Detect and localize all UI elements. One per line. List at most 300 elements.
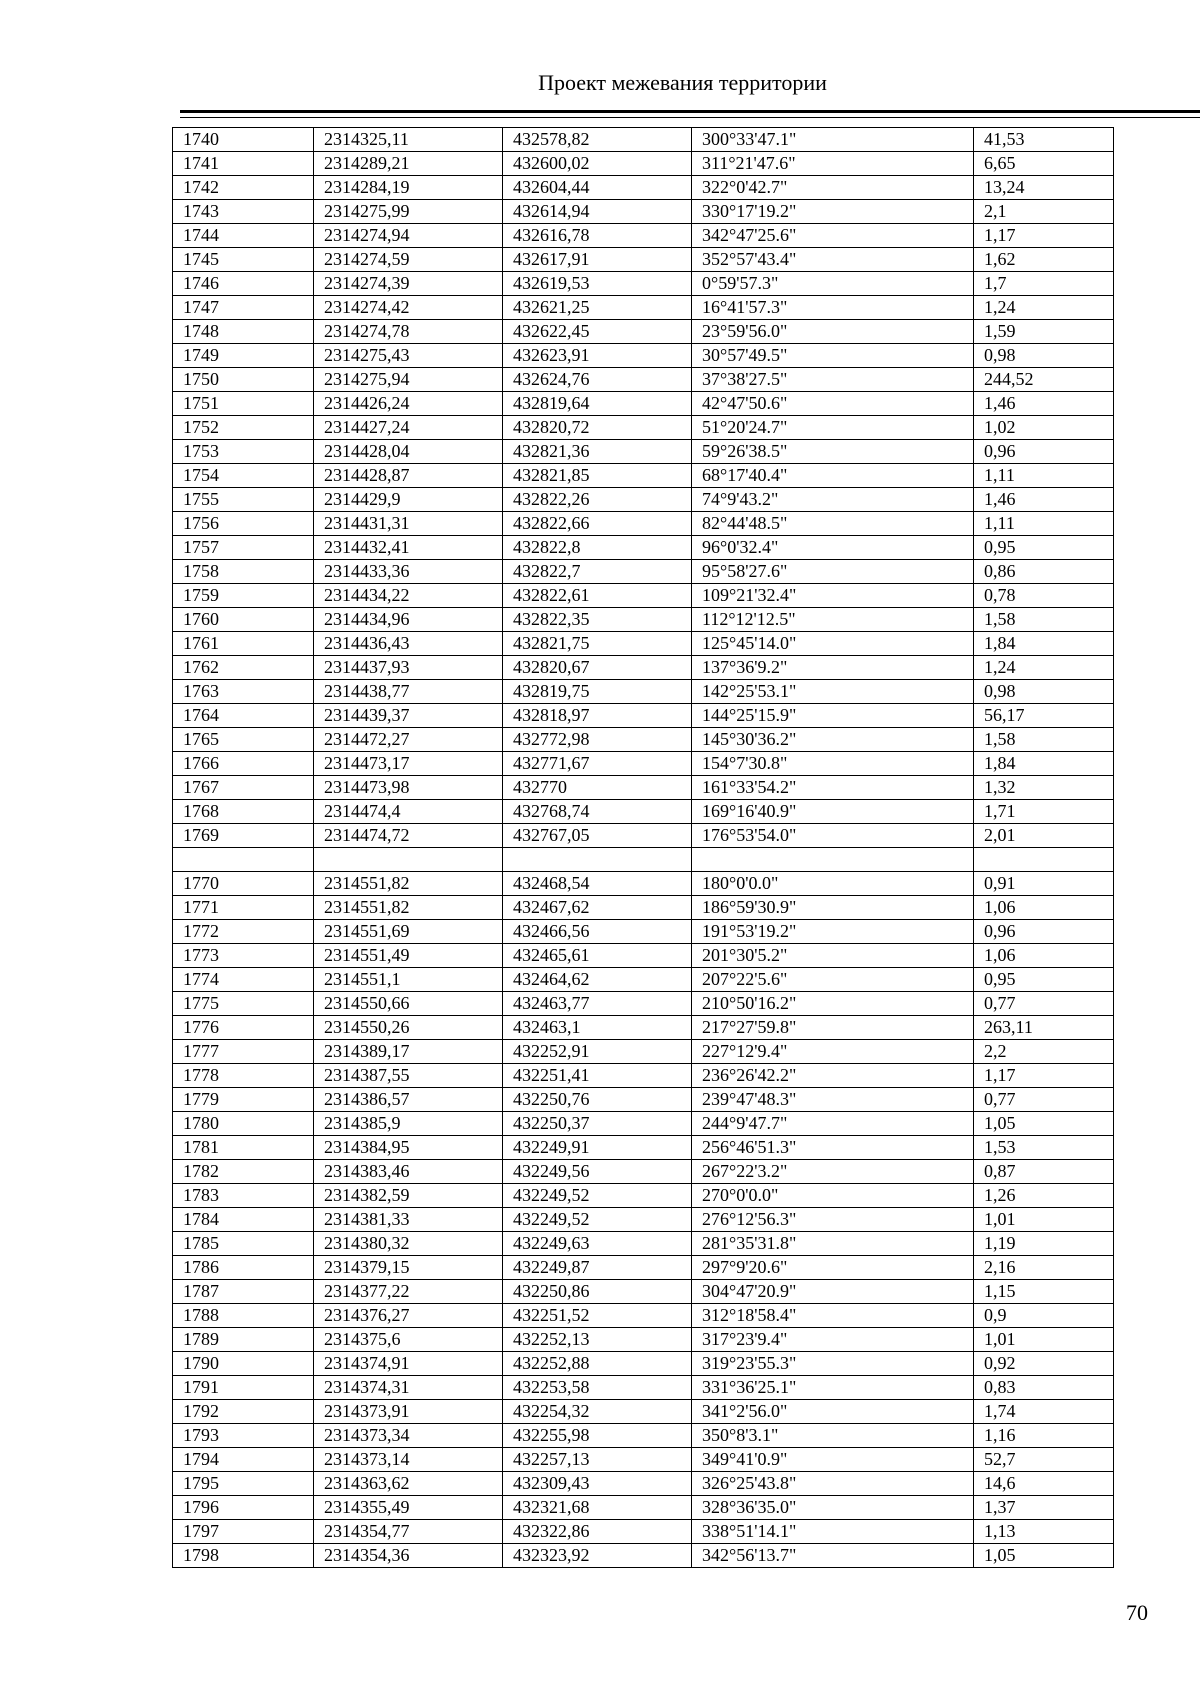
y-coordinate-cell: 432623,91 bbox=[503, 344, 692, 368]
bearing-cell: 300°33'47.1" bbox=[692, 128, 974, 152]
table-row bbox=[173, 1232, 1114, 1256]
point-number-cell: 1798 bbox=[173, 1544, 314, 1568]
bearing-cell: 210°50'16.2" bbox=[692, 992, 974, 1016]
x-coordinate-cell: 2314325,11 bbox=[314, 128, 503, 152]
x-coordinate-cell: 2314376,27 bbox=[314, 1304, 503, 1328]
table-row bbox=[173, 1400, 1114, 1424]
point-number-cell: 1746 bbox=[173, 272, 314, 296]
table-row bbox=[173, 1376, 1114, 1400]
y-coordinate-cell: 432252,13 bbox=[503, 1328, 692, 1352]
distance-cell: 0,77 bbox=[974, 992, 1114, 1016]
y-coordinate-cell: 432250,76 bbox=[503, 1088, 692, 1112]
bearing-cell: 68°17'40.4" bbox=[692, 464, 974, 488]
point-number-cell: 1749 bbox=[173, 344, 314, 368]
point-number-cell: 1762 bbox=[173, 656, 314, 680]
point-number-cell: 1741 bbox=[173, 152, 314, 176]
page-number: 70 bbox=[1126, 1600, 1148, 1625]
y-coordinate-cell: 432252,88 bbox=[503, 1352, 692, 1376]
y-coordinate-cell: 432822,66 bbox=[503, 512, 692, 536]
header-rule-thin bbox=[180, 117, 1200, 118]
y-coordinate-cell: 432770 bbox=[503, 776, 692, 800]
table-row bbox=[173, 248, 1114, 272]
table-row bbox=[173, 776, 1114, 800]
y-coordinate-cell: 432323,92 bbox=[503, 1544, 692, 1568]
table-row bbox=[173, 848, 1114, 872]
bearing-cell: 161°33'54.2" bbox=[692, 776, 974, 800]
point-number-cell: 1763 bbox=[173, 680, 314, 704]
table-row bbox=[173, 1016, 1114, 1040]
x-coordinate-cell bbox=[314, 848, 503, 872]
table-row bbox=[173, 488, 1114, 512]
table-row bbox=[173, 728, 1114, 752]
bearing-cell: 137°36'9.2" bbox=[692, 656, 974, 680]
y-coordinate-cell: 432249,87 bbox=[503, 1256, 692, 1280]
point-number-cell: 1748 bbox=[173, 320, 314, 344]
distance-cell: 0,96 bbox=[974, 440, 1114, 464]
table-row bbox=[173, 752, 1114, 776]
point-number-cell: 1795 bbox=[173, 1472, 314, 1496]
point-number-cell: 1783 bbox=[173, 1184, 314, 1208]
table-row bbox=[173, 1040, 1114, 1064]
bearing-cell: 256°46'51.3" bbox=[692, 1136, 974, 1160]
bearing-cell: 74°9'43.2" bbox=[692, 488, 974, 512]
point-number-cell: 1766 bbox=[173, 752, 314, 776]
table-row bbox=[173, 1496, 1114, 1520]
distance-cell: 1,05 bbox=[974, 1544, 1114, 1568]
x-coordinate-cell: 2314436,43 bbox=[314, 632, 503, 656]
bearing-cell: 276°12'56.3" bbox=[692, 1208, 974, 1232]
distance-cell: 0,96 bbox=[974, 920, 1114, 944]
y-coordinate-cell bbox=[503, 848, 692, 872]
y-coordinate-cell: 432578,82 bbox=[503, 128, 692, 152]
bearing-cell: 239°47'48.3" bbox=[692, 1088, 974, 1112]
x-coordinate-cell: 2314427,24 bbox=[314, 416, 503, 440]
y-coordinate-cell: 432249,52 bbox=[503, 1208, 692, 1232]
x-coordinate-cell: 2314474,72 bbox=[314, 824, 503, 848]
table-row bbox=[173, 1064, 1114, 1088]
table-row bbox=[173, 584, 1114, 608]
point-number-cell: 1745 bbox=[173, 248, 314, 272]
distance-cell: 2,01 bbox=[974, 824, 1114, 848]
bearing-cell: 342°56'13.7" bbox=[692, 1544, 974, 1568]
x-coordinate-cell: 2314551,49 bbox=[314, 944, 503, 968]
point-number-cell: 1744 bbox=[173, 224, 314, 248]
bearing-cell: 227°12'9.4" bbox=[692, 1040, 974, 1064]
y-coordinate-cell: 432250,37 bbox=[503, 1112, 692, 1136]
point-number-cell: 1768 bbox=[173, 800, 314, 824]
distance-cell: 1,17 bbox=[974, 1064, 1114, 1088]
bearing-cell: 23°59'56.0" bbox=[692, 320, 974, 344]
bearing-cell: 180°0'0.0" bbox=[692, 872, 974, 896]
x-coordinate-cell: 2314382,59 bbox=[314, 1184, 503, 1208]
x-coordinate-cell: 2314363,62 bbox=[314, 1472, 503, 1496]
x-coordinate-cell: 2314354,36 bbox=[314, 1544, 503, 1568]
bearing-cell: 145°30'36.2" bbox=[692, 728, 974, 752]
point-number-cell: 1772 bbox=[173, 920, 314, 944]
bearing-cell: 16°41'57.3" bbox=[692, 296, 974, 320]
distance-cell: 0,92 bbox=[974, 1352, 1114, 1376]
point-number-cell: 1792 bbox=[173, 1400, 314, 1424]
bearing-cell: 82°44'48.5" bbox=[692, 512, 974, 536]
bearing-cell: 217°27'59.8" bbox=[692, 1016, 974, 1040]
bearing-cell: 270°0'0.0" bbox=[692, 1184, 974, 1208]
table-row bbox=[173, 152, 1114, 176]
distance-cell: 1,37 bbox=[974, 1496, 1114, 1520]
table-row bbox=[173, 1328, 1114, 1352]
y-coordinate-cell: 432604,44 bbox=[503, 176, 692, 200]
point-number-cell bbox=[173, 848, 314, 872]
y-coordinate-cell: 432252,91 bbox=[503, 1040, 692, 1064]
bearing-cell: 328°36'35.0" bbox=[692, 1496, 974, 1520]
distance-cell: 1,71 bbox=[974, 800, 1114, 824]
table-row bbox=[173, 1208, 1114, 1232]
bearing-cell: 297°9'20.6" bbox=[692, 1256, 974, 1280]
point-number-cell: 1781 bbox=[173, 1136, 314, 1160]
y-coordinate-cell: 432819,64 bbox=[503, 392, 692, 416]
table-row bbox=[173, 800, 1114, 824]
distance-cell: 41,53 bbox=[974, 128, 1114, 152]
x-coordinate-cell: 2314428,87 bbox=[314, 464, 503, 488]
x-coordinate-cell: 2314373,34 bbox=[314, 1424, 503, 1448]
x-coordinate-cell: 2314431,31 bbox=[314, 512, 503, 536]
distance-cell: 2,16 bbox=[974, 1256, 1114, 1280]
table-row bbox=[173, 1184, 1114, 1208]
y-coordinate-cell: 432821,75 bbox=[503, 632, 692, 656]
x-coordinate-cell: 2314374,91 bbox=[314, 1352, 503, 1376]
point-number-cell: 1760 bbox=[173, 608, 314, 632]
y-coordinate-cell: 432818,97 bbox=[503, 704, 692, 728]
x-coordinate-cell: 2314389,17 bbox=[314, 1040, 503, 1064]
bearing-cell: 281°35'31.8" bbox=[692, 1232, 974, 1256]
y-coordinate-cell: 432309,43 bbox=[503, 1472, 692, 1496]
bearing-cell: 236°26'42.2" bbox=[692, 1064, 974, 1088]
x-coordinate-cell: 2314380,32 bbox=[314, 1232, 503, 1256]
x-coordinate-cell: 2314551,82 bbox=[314, 896, 503, 920]
point-number-cell: 1790 bbox=[173, 1352, 314, 1376]
y-coordinate-cell: 432465,61 bbox=[503, 944, 692, 968]
distance-cell: 1,05 bbox=[974, 1112, 1114, 1136]
distance-cell: 1,13 bbox=[974, 1520, 1114, 1544]
bearing-cell: 176°53'54.0" bbox=[692, 824, 974, 848]
y-coordinate-cell: 432251,52 bbox=[503, 1304, 692, 1328]
x-coordinate-cell: 2314472,27 bbox=[314, 728, 503, 752]
distance-cell: 0,95 bbox=[974, 536, 1114, 560]
table-row bbox=[173, 680, 1114, 704]
distance-cell: 1,11 bbox=[974, 464, 1114, 488]
x-coordinate-cell: 2314355,49 bbox=[314, 1496, 503, 1520]
table-row bbox=[173, 1304, 1114, 1328]
distance-cell: 0,9 bbox=[974, 1304, 1114, 1328]
point-number-cell: 1753 bbox=[173, 440, 314, 464]
y-coordinate-cell: 432822,8 bbox=[503, 536, 692, 560]
bearing-cell: 304°47'20.9" bbox=[692, 1280, 974, 1304]
x-coordinate-cell: 2314275,99 bbox=[314, 200, 503, 224]
bearing-cell: 154°7'30.8" bbox=[692, 752, 974, 776]
x-coordinate-cell: 2314434,96 bbox=[314, 608, 503, 632]
y-coordinate-cell: 432614,94 bbox=[503, 200, 692, 224]
y-coordinate-cell: 432251,41 bbox=[503, 1064, 692, 1088]
x-coordinate-cell: 2314373,91 bbox=[314, 1400, 503, 1424]
y-coordinate-cell: 432621,25 bbox=[503, 296, 692, 320]
y-coordinate-cell: 432466,56 bbox=[503, 920, 692, 944]
bearing-cell: 319°23'55.3" bbox=[692, 1352, 974, 1376]
y-coordinate-cell: 432321,68 bbox=[503, 1496, 692, 1520]
table-row bbox=[173, 608, 1114, 632]
point-number-cell: 1784 bbox=[173, 1208, 314, 1232]
y-coordinate-cell: 432249,56 bbox=[503, 1160, 692, 1184]
point-number-cell: 1754 bbox=[173, 464, 314, 488]
point-number-cell: 1777 bbox=[173, 1040, 314, 1064]
point-number-cell: 1751 bbox=[173, 392, 314, 416]
bearing-cell: 186°59'30.9" bbox=[692, 896, 974, 920]
table-row bbox=[173, 992, 1114, 1016]
bearing-cell: 244°9'47.7" bbox=[692, 1112, 974, 1136]
table-row bbox=[173, 320, 1114, 344]
distance-cell: 1,01 bbox=[974, 1328, 1114, 1352]
point-number-cell: 1770 bbox=[173, 872, 314, 896]
point-number-cell: 1791 bbox=[173, 1376, 314, 1400]
x-coordinate-cell: 2314428,04 bbox=[314, 440, 503, 464]
bearing-cell: 125°45'14.0" bbox=[692, 632, 974, 656]
table-row bbox=[173, 968, 1114, 992]
y-coordinate-cell: 432467,62 bbox=[503, 896, 692, 920]
x-coordinate-cell: 2314551,1 bbox=[314, 968, 503, 992]
point-number-cell: 1778 bbox=[173, 1064, 314, 1088]
table-row bbox=[173, 344, 1114, 368]
x-coordinate-cell: 2314274,39 bbox=[314, 272, 503, 296]
bearing-cell: 95°58'27.6" bbox=[692, 560, 974, 584]
distance-cell: 2,1 bbox=[974, 200, 1114, 224]
bearing-cell: 51°20'24.7" bbox=[692, 416, 974, 440]
table-row bbox=[173, 536, 1114, 560]
point-number-cell: 1786 bbox=[173, 1256, 314, 1280]
y-coordinate-cell: 432254,32 bbox=[503, 1400, 692, 1424]
table-row bbox=[173, 224, 1114, 248]
y-coordinate-cell: 432622,45 bbox=[503, 320, 692, 344]
y-coordinate-cell: 432822,26 bbox=[503, 488, 692, 512]
y-coordinate-cell: 432600,02 bbox=[503, 152, 692, 176]
point-number-cell: 1785 bbox=[173, 1232, 314, 1256]
x-coordinate-cell: 2314274,59 bbox=[314, 248, 503, 272]
distance-cell: 13,24 bbox=[974, 176, 1114, 200]
table-row bbox=[173, 296, 1114, 320]
table-row bbox=[173, 920, 1114, 944]
bearing-cell: 349°41'0.9" bbox=[692, 1448, 974, 1472]
table-row bbox=[173, 896, 1114, 920]
y-coordinate-cell: 432464,62 bbox=[503, 968, 692, 992]
bearing-cell: 326°25'43.8" bbox=[692, 1472, 974, 1496]
table-row bbox=[173, 1448, 1114, 1472]
table-row bbox=[173, 416, 1114, 440]
table-row bbox=[173, 128, 1114, 152]
point-number-cell: 1779 bbox=[173, 1088, 314, 1112]
y-coordinate-cell: 432822,61 bbox=[503, 584, 692, 608]
distance-cell: 0,77 bbox=[974, 1088, 1114, 1112]
bearing-cell: 342°47'25.6" bbox=[692, 224, 974, 248]
x-coordinate-cell: 2314439,37 bbox=[314, 704, 503, 728]
table-row bbox=[173, 1472, 1114, 1496]
x-coordinate-cell: 2314379,15 bbox=[314, 1256, 503, 1280]
y-coordinate-cell: 432820,67 bbox=[503, 656, 692, 680]
y-coordinate-cell: 432249,91 bbox=[503, 1136, 692, 1160]
distance-cell: 56,17 bbox=[974, 704, 1114, 728]
point-number-cell: 1757 bbox=[173, 536, 314, 560]
distance-cell: 1,02 bbox=[974, 416, 1114, 440]
distance-cell: 1,24 bbox=[974, 656, 1114, 680]
distance-cell: 1,74 bbox=[974, 1400, 1114, 1424]
y-coordinate-cell: 432255,98 bbox=[503, 1424, 692, 1448]
y-coordinate-cell: 432617,91 bbox=[503, 248, 692, 272]
table-row bbox=[173, 704, 1114, 728]
distance-cell bbox=[974, 848, 1114, 872]
distance-cell: 1,11 bbox=[974, 512, 1114, 536]
point-number-cell: 1752 bbox=[173, 416, 314, 440]
distance-cell: 0,87 bbox=[974, 1160, 1114, 1184]
x-coordinate-cell: 2314473,98 bbox=[314, 776, 503, 800]
distance-cell: 0,98 bbox=[974, 344, 1114, 368]
header-rule-thick bbox=[180, 110, 1200, 113]
y-coordinate-cell: 432468,54 bbox=[503, 872, 692, 896]
distance-cell: 1,15 bbox=[974, 1280, 1114, 1304]
point-number-cell: 1789 bbox=[173, 1328, 314, 1352]
table-row bbox=[173, 176, 1114, 200]
x-coordinate-cell: 2314550,66 bbox=[314, 992, 503, 1016]
point-number-cell: 1755 bbox=[173, 488, 314, 512]
y-coordinate-cell: 432767,05 bbox=[503, 824, 692, 848]
point-number-cell: 1796 bbox=[173, 1496, 314, 1520]
bearing-cell: 352°57'43.4" bbox=[692, 248, 974, 272]
bearing-cell: 144°25'15.9" bbox=[692, 704, 974, 728]
distance-cell: 1,84 bbox=[974, 752, 1114, 776]
distance-cell: 1,7 bbox=[974, 272, 1114, 296]
distance-cell: 1,16 bbox=[974, 1424, 1114, 1448]
distance-cell: 1,19 bbox=[974, 1232, 1114, 1256]
bearing-cell: 59°26'38.5" bbox=[692, 440, 974, 464]
distance-cell: 1,01 bbox=[974, 1208, 1114, 1232]
y-coordinate-cell: 432249,52 bbox=[503, 1184, 692, 1208]
x-coordinate-cell: 2314375,6 bbox=[314, 1328, 503, 1352]
distance-cell: 1,32 bbox=[974, 776, 1114, 800]
table-row bbox=[173, 1088, 1114, 1112]
table-row bbox=[173, 944, 1114, 968]
bearing-cell: 207°22'5.6" bbox=[692, 968, 974, 992]
x-coordinate-cell: 2314437,93 bbox=[314, 656, 503, 680]
x-coordinate-cell: 2314387,55 bbox=[314, 1064, 503, 1088]
distance-cell: 263,11 bbox=[974, 1016, 1114, 1040]
x-coordinate-cell: 2314384,95 bbox=[314, 1136, 503, 1160]
point-number-cell: 1759 bbox=[173, 584, 314, 608]
page-header-title: Проект межевания территории bbox=[538, 70, 827, 95]
bearing-cell: 109°21'32.4" bbox=[692, 584, 974, 608]
x-coordinate-cell: 2314354,77 bbox=[314, 1520, 503, 1544]
point-number-cell: 1794 bbox=[173, 1448, 314, 1472]
table-row bbox=[173, 272, 1114, 296]
table-row bbox=[173, 1256, 1114, 1280]
table-row bbox=[173, 464, 1114, 488]
table-row bbox=[173, 392, 1114, 416]
x-coordinate-cell: 2314383,46 bbox=[314, 1160, 503, 1184]
y-coordinate-cell: 432819,75 bbox=[503, 680, 692, 704]
x-coordinate-cell: 2314284,19 bbox=[314, 176, 503, 200]
x-coordinate-cell: 2314550,26 bbox=[314, 1016, 503, 1040]
bearing-cell: 338°51'14.1" bbox=[692, 1520, 974, 1544]
table-row bbox=[173, 656, 1114, 680]
y-coordinate-cell: 432257,13 bbox=[503, 1448, 692, 1472]
bearing-cell: 330°17'19.2" bbox=[692, 200, 974, 224]
y-coordinate-cell: 432822,35 bbox=[503, 608, 692, 632]
y-coordinate-cell: 432322,86 bbox=[503, 1520, 692, 1544]
distance-cell: 1,58 bbox=[974, 728, 1114, 752]
point-number-cell: 1761 bbox=[173, 632, 314, 656]
x-coordinate-cell: 2314474,4 bbox=[314, 800, 503, 824]
distance-cell: 1,46 bbox=[974, 488, 1114, 512]
y-coordinate-cell: 432619,53 bbox=[503, 272, 692, 296]
y-coordinate-cell: 432463,77 bbox=[503, 992, 692, 1016]
point-number-cell: 1780 bbox=[173, 1112, 314, 1136]
y-coordinate-cell: 432821,36 bbox=[503, 440, 692, 464]
coordinates-table bbox=[172, 127, 1114, 1568]
table-row bbox=[173, 1352, 1114, 1376]
y-coordinate-cell: 432463,1 bbox=[503, 1016, 692, 1040]
table-row bbox=[173, 824, 1114, 848]
point-number-cell: 1797 bbox=[173, 1520, 314, 1544]
table-row bbox=[173, 1280, 1114, 1304]
bearing-cell: 331°36'25.1" bbox=[692, 1376, 974, 1400]
distance-cell: 0,86 bbox=[974, 560, 1114, 584]
x-coordinate-cell: 2314473,17 bbox=[314, 752, 503, 776]
table-row bbox=[173, 1112, 1114, 1136]
point-number-cell: 1756 bbox=[173, 512, 314, 536]
y-coordinate-cell: 432772,98 bbox=[503, 728, 692, 752]
bearing-cell: 42°47'50.6" bbox=[692, 392, 974, 416]
distance-cell: 0,95 bbox=[974, 968, 1114, 992]
point-number-cell: 1769 bbox=[173, 824, 314, 848]
point-number-cell: 1765 bbox=[173, 728, 314, 752]
bearing-cell: 96°0'32.4" bbox=[692, 536, 974, 560]
distance-cell: 244,52 bbox=[974, 368, 1114, 392]
distance-cell: 1,46 bbox=[974, 392, 1114, 416]
distance-cell: 1,62 bbox=[974, 248, 1114, 272]
x-coordinate-cell: 2314551,69 bbox=[314, 920, 503, 944]
y-coordinate-cell: 432616,78 bbox=[503, 224, 692, 248]
table-row bbox=[173, 1160, 1114, 1184]
distance-cell: 1,06 bbox=[974, 896, 1114, 920]
point-number-cell: 1788 bbox=[173, 1304, 314, 1328]
y-coordinate-cell: 432253,58 bbox=[503, 1376, 692, 1400]
distance-cell: 6,65 bbox=[974, 152, 1114, 176]
distance-cell: 1,58 bbox=[974, 608, 1114, 632]
distance-cell: 1,26 bbox=[974, 1184, 1114, 1208]
y-coordinate-cell: 432820,72 bbox=[503, 416, 692, 440]
point-number-cell: 1773 bbox=[173, 944, 314, 968]
point-number-cell: 1771 bbox=[173, 896, 314, 920]
y-coordinate-cell: 432822,7 bbox=[503, 560, 692, 584]
x-coordinate-cell: 2314429,9 bbox=[314, 488, 503, 512]
bearing-cell: 191°53'19.2" bbox=[692, 920, 974, 944]
coordinates-table-body bbox=[173, 128, 1114, 1568]
x-coordinate-cell: 2314385,9 bbox=[314, 1112, 503, 1136]
distance-cell: 1,17 bbox=[974, 224, 1114, 248]
x-coordinate-cell: 2314289,21 bbox=[314, 152, 503, 176]
distance-cell: 52,7 bbox=[974, 1448, 1114, 1472]
bearing-cell: 267°22'3.2" bbox=[692, 1160, 974, 1184]
y-coordinate-cell: 432250,86 bbox=[503, 1280, 692, 1304]
table-row bbox=[173, 368, 1114, 392]
bearing-cell: 201°30'5.2" bbox=[692, 944, 974, 968]
x-coordinate-cell: 2314438,77 bbox=[314, 680, 503, 704]
table-row bbox=[173, 1520, 1114, 1544]
table-row bbox=[173, 872, 1114, 896]
